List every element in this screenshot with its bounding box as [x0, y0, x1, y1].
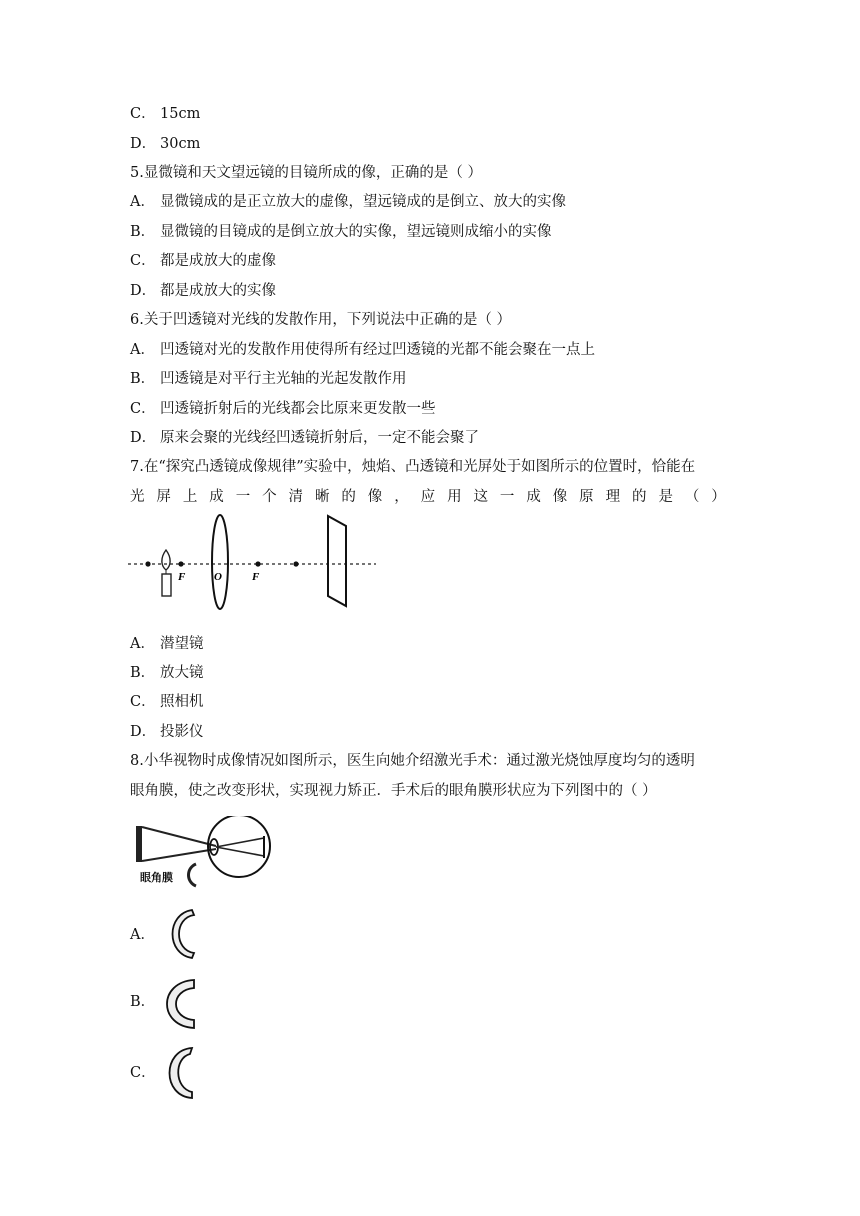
q7-stem-char: （ — [684, 489, 700, 505]
q7-stem-char: 的 — [341, 489, 356, 505]
q7-stem-char: 个 — [262, 489, 277, 505]
q5-option-c — [130, 251, 276, 271]
q7-stem-char: 成 — [526, 489, 541, 505]
option-letter: C． — [130, 1065, 156, 1081]
q7-option-a — [130, 634, 204, 654]
q7-stem-char: 是 — [658, 489, 673, 505]
option-letter: D． — [130, 136, 157, 152]
q5-option-a — [130, 192, 566, 212]
option-text: 30cm — [160, 136, 201, 152]
q8-option-b — [130, 992, 155, 1012]
option-text: 显微镜成的是正立放大的虚像，望远镜成的是倒立、放大的实像 — [160, 194, 566, 210]
candle-icon — [162, 550, 171, 596]
option-text: 凹透镜折射后的光线都会比原来更发散一些 — [160, 401, 436, 417]
option-letter: D． — [130, 430, 157, 446]
q7-stem-char: 一 — [235, 489, 251, 505]
axis-point — [293, 561, 298, 566]
q6-option-a — [130, 340, 595, 360]
q7-stem-char: 晰 — [314, 489, 330, 505]
option-letter: D． — [130, 724, 157, 740]
option-text: 15cm — [160, 106, 201, 122]
focus-label-right: F — [252, 571, 260, 583]
cornea-shape-b-icon — [158, 976, 210, 1034]
option-letter: A． — [130, 636, 155, 652]
option-letter: B． — [130, 371, 156, 387]
q5-stem: 5.显微镜和天文望远镜的目镜所成的像，正确的是（ ） — [130, 165, 482, 181]
q7-stem-char: 屏 — [156, 489, 171, 505]
option-letter: B． — [130, 665, 156, 681]
option-letter: A． — [130, 927, 155, 943]
q7-stem-char: 理 — [605, 489, 621, 505]
q7-stem-line1: 7.在“探究凸透镜成像规律”实验中，烛焰、凸透镜和光屏处于如图所示的位置时，恰能在 — [130, 459, 696, 475]
q7-stem-char: 原 — [579, 489, 594, 505]
q4-option-d — [130, 134, 200, 154]
q7-stem-char: 像 — [552, 489, 568, 505]
option-letter: B． — [130, 994, 156, 1010]
q7-stem-char: ， — [394, 489, 409, 505]
option-text: 都是成放大的虚像 — [160, 253, 276, 269]
q8-option-a — [130, 925, 155, 945]
option-text: 凹透镜是对平行主光轴的光起发散作用 — [160, 371, 407, 387]
q7-stem-char: 一 — [499, 489, 515, 505]
option-text: 显微镜的目镜成的是倒立放大的实像，望远镜则成缩小的实像 — [160, 224, 552, 240]
option-letter: C． — [130, 253, 156, 269]
q7-stem-char: 用 — [447, 489, 462, 505]
q7-stem-char: 光 — [130, 489, 145, 505]
lens-experiment-figure — [128, 512, 378, 612]
axis-point — [255, 561, 260, 566]
axis-point — [145, 561, 150, 566]
q7-stem-char: 清 — [288, 489, 304, 505]
q7-stem-char: 上 — [182, 489, 198, 505]
option-text: 放大镜 — [160, 665, 204, 681]
center-label: O — [214, 571, 222, 583]
q7-stem-char: 像 — [367, 489, 383, 505]
cornea-shape-c-icon — [158, 1044, 210, 1102]
q8-option-c — [130, 1063, 156, 1083]
option-text: 照相机 — [160, 694, 204, 710]
option-letter: C． — [130, 401, 156, 417]
q7-stem-char: 应 — [420, 489, 436, 505]
q6-stem: 6.关于凹透镜对光线的发散作用，下列说法中正确的是（ ） — [130, 312, 511, 328]
q7-option-d — [130, 722, 204, 742]
q7-stem-char: ） — [711, 489, 726, 505]
q5-option-d — [130, 281, 276, 301]
q7-stem-line2 — [130, 487, 726, 507]
q8-stem-line1: 8.小华视物时成像情况如图所示，医生向她介绍激光手术：通过激光烧蚀厚度均匀的透明 — [130, 753, 695, 769]
cornea-shape-a-icon — [160, 906, 212, 964]
option-text: 凹透镜对光的发散作用使得所有经过凹透镜的光都不能会聚在一点上 — [160, 342, 595, 358]
q6-option-d — [130, 428, 479, 448]
option-text: 投影仪 — [160, 724, 204, 740]
light-screen — [328, 516, 346, 606]
q5-option-b — [130, 222, 552, 242]
cornea-label: 眼角膜 — [140, 871, 173, 884]
option-letter: A． — [130, 194, 155, 210]
q8-stem-line2: 眼角膜，使之改变形状，实现视力矫正．手术后的眼角膜形状应为下列图中的（ ） — [130, 783, 657, 799]
q7-stem-char: 这 — [473, 489, 488, 505]
q6-option-c — [130, 399, 436, 419]
convex-lens — [212, 515, 228, 609]
axis-point — [178, 561, 183, 566]
option-letter: C． — [130, 694, 156, 710]
q7-option-b — [130, 663, 204, 683]
option-letter: B． — [130, 224, 156, 240]
q6-option-b — [130, 369, 407, 389]
option-letter: D． — [130, 283, 157, 299]
option-letter: C． — [130, 106, 156, 122]
q7-stem-char: 的 — [632, 489, 647, 505]
eye-diagram-figure — [134, 816, 276, 890]
option-text: 都是成放大的实像 — [160, 283, 276, 299]
option-letter: A． — [130, 342, 155, 358]
q7-option-c — [130, 692, 204, 712]
focus-label-left: F — [178, 571, 186, 583]
q7-stem-char: 成 — [209, 489, 224, 505]
option-text: 潜望镜 — [160, 636, 204, 652]
option-text: 原来会聚的光线经凹透镜折射后，一定不能会聚了 — [160, 430, 479, 446]
q4-option-c — [130, 104, 200, 124]
